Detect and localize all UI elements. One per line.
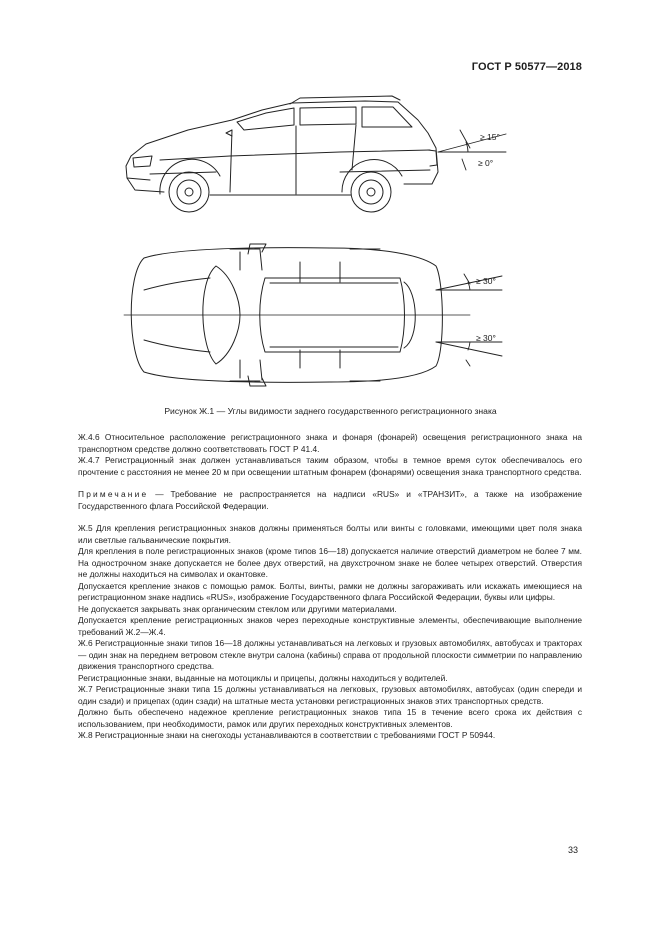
note-text: — Требование не распространяется на надписи «RUS» и «ТРАНЗИТ», а также на изображение Государственного флага Российской Федерации.: [78, 489, 582, 511]
paragraph: Регистрационные знаки, выданные на мотоциклы и прицепы, должны находиться у водителей.: [78, 672, 448, 683]
paragraph: Не допускается закрывать знак органическим стеклом или другими материалами.: [78, 603, 397, 614]
paragraph: Ж.6 Регистрационные знаки типов 16—18 должны устанавливаться на легковых и грузовых автомобилях, автобусах и тракторах — один знак на переднем ветровом стекле внутри салона (кабины) справа от продольной плоскости симметрии по направлению движения транспортного средства.: [78, 638, 582, 671]
paragraph: Для крепления в поле регистрационных знаков (кроме типов 16—18) допускается наличие отверстий диаметром не более 7 мм. На однострочном знаке допускается не более двух отверстий, на двухстрочном знаке не более четырех отверстий. Отверстия не должны находиться на символах и окантовке.: [78, 546, 582, 579]
paragraph: Ж.7 Регистрационные знаки типа 15 должны устанавливаться на легковых, грузовых автомобилях, автобусах (один спереди и один сзади) и прицепах (один сзади) на штатные места установки регистрационных знаков этих транспортных средств.: [78, 684, 582, 706]
paragraph: Ж.5 Для крепления регистрационных знаков должны применяться болты или винты с головками, имеющими цвет поля знака или светлые гальванические покрытия.: [78, 523, 582, 545]
figure-caption: Рисунок Ж.1 — Углы видимости заднего государственного регистрационного знака: [164, 406, 497, 416]
note-paragraph: [78, 489, 582, 512]
paragraph: Ж.4.7 Регистрационный знак должен устанавливаться таким образом, чтобы в темное время суток обеспечивалось его прочтение с расстояния не менее 20 м при освещении штатным фонарем (фонарями) освещения знака транспортного средства.: [78, 455, 582, 477]
top-angle-lower-label: ≥ 30°: [476, 333, 496, 343]
paragraph: Должно быть обеспечено надежное крепление регистрационных знаков типа 15 в течение всего срока их действия с использованием, при необходимости, рамок или других переходных конструктивных элементов.: [78, 707, 582, 729]
car-side-view: [126, 96, 438, 212]
document-body: [78, 432, 582, 742]
side-angle-top-label: ≥ 15°: [480, 132, 500, 142]
page-number: 33: [567, 845, 578, 855]
paragraph: Ж.8 Регистрационные знаки на снегоходы устанавливаются в соответствии с требованиями ГОСТ Р 50944.: [78, 730, 496, 740]
paragraph: Ж.4.6 Относительное расположение регистрационного знака и фонаря (фонарей) освещения регистрационного знака на транспортном средстве должно соответствовать ГОСТ Р 41.4.: [78, 432, 582, 454]
top-angle-lines: [436, 274, 502, 366]
figure-visibility-angles: [0, 0, 661, 400]
note-lead: Примечание: [78, 489, 149, 499]
top-angle-upper-label: ≥ 30°: [476, 276, 496, 286]
paragraph: Допускается крепление знаков с помощью рамок. Болты, винты, рамки не должны загораживать или искажать имеющиеся на регистрационном знаке надпись «RUS», изображение Государственного флага Российской Федерации, буквы или цифры.: [78, 580, 582, 602]
side-angle-bottom-label: ≥ 0°: [478, 158, 494, 168]
paragraph: Допускается крепление регистрационных знаков через переходные конструктивные элементы, обеспечивающие выполнение требований Ж.2—Ж.4.: [78, 615, 582, 637]
standard-header: ГОСТ Р 50577—2018: [471, 61, 582, 73]
